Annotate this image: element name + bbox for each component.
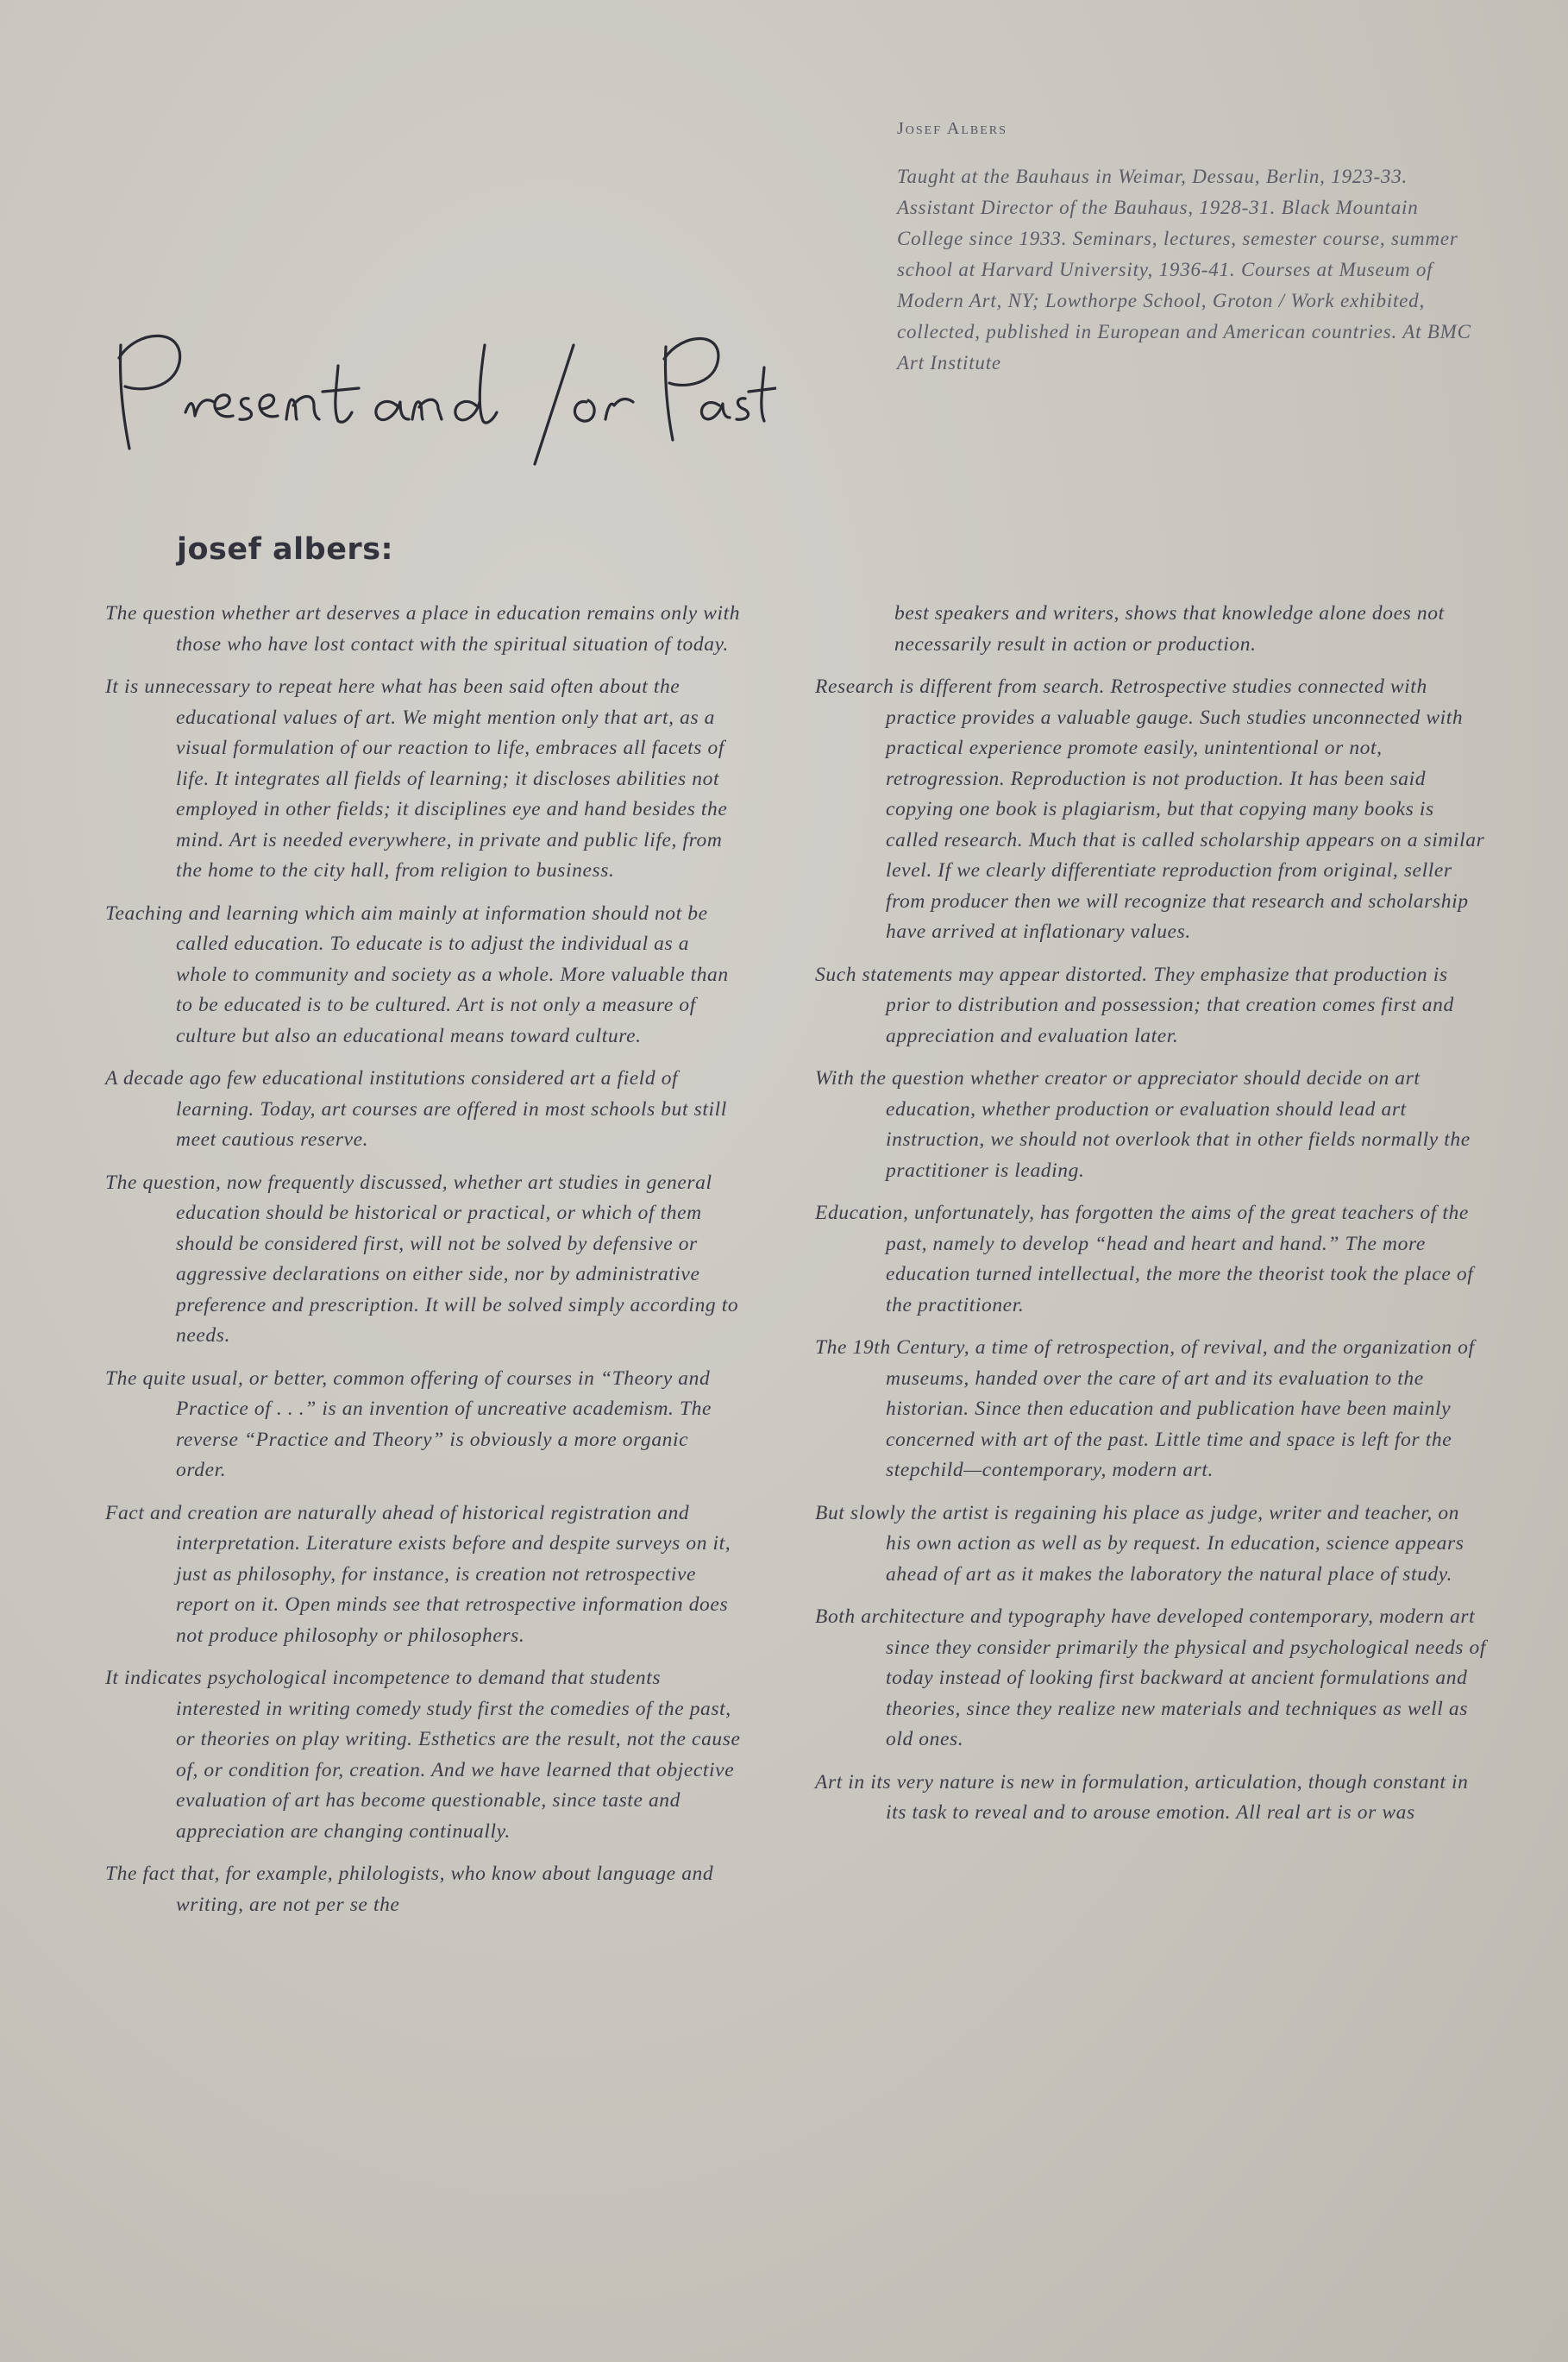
- paragraph: Fact and creation are naturally ahead of historical registration and interpretation. Literature exists before and despite surveys on it, just as philosophy, for instance, is creation not retrospective report on it. Open minds see that retrospective information does not produce philosophy or philosophers.: [105, 1501, 731, 1647]
- paragraph: Teaching and learning which aim mainly at information should not be called education. To educate is to adjust the individual as a whole to community and society as a whole. More valuable than to be educated is to be cultured. Art is not only a measure of culture but also an educational means toward culture.: [105, 901, 729, 1047]
- bio-text: Taught at the Bauhaus in Weimar, Dessau, Berlin, 1923-33. Assistant Director of the Bauhaus, 1928-31. Black Mountain College since 1933. Seminars, lectures, semester course, summer school at Harvard University, 1936-41. Courses at Museum of Modern Art, NY; Lowthorpe School, Groton / Work exhibited, collected, published in European and American countries. At BMC Art Institute: [897, 166, 1471, 374]
- paragraph: Education, unfortunately, has forgotten the aims of the great teachers of the past, namely to develop “head and heart and hand.” The more education turned intellectual, the more the theorist took the place of the practitioner.: [815, 1202, 1474, 1316]
- handwritten-title-drawing: [103, 319, 776, 474]
- handwritten-title: [103, 319, 776, 474]
- author-bio: [897, 119, 1483, 379]
- paragraph: Both architecture and typography have developed contemporary, modern art since they consider primarily the physical and psychological needs of today instead of looking first backward at ancient formulations and theories, since they realize new materials and techniques as well as old ones.: [815, 1605, 1486, 1750]
- left-column: [105, 599, 743, 1932]
- paragraph: It indicates psychological incompetence to demand that students interested in writing comedy study first the comedies of the past, or theories on play writing. Esthetics are the result, not the cause of, or condition for, creation. And we have learned that objective evaluation of art has become questionable, since taste and appreciation are changing continually.: [105, 1667, 741, 1843]
- paragraph: The question whether art deserves a place in education remains only with those who have lost contact with the spiritual situation of today.: [105, 602, 741, 656]
- paragraph: The fact that, for example, philologists, who know about language and writing, are not per se the: [105, 1863, 714, 1916]
- paragraph: But slowly the artist is regaining his place as judge, writer and teacher, on his own action as well as by request. In education, science appears ahead of art as it makes the laboratory the natural place of study.: [815, 1501, 1465, 1586]
- paragraph: Research is different from search. Retrospective studies connected with practice provides a valuable gauge. Such studies unconnected with practical experience promote easily, unintentional or not, retrogression. Reproduction is not production. It has been said copying one book is plagiarism, but that copying many books is called research. Much that is called scholarship appears on a similar level. If we clearly differentiate reproduction from original, seller from producer then we will recognize that research and scholarship have arrived at inflationary values.: [815, 675, 1485, 943]
- paragraph-continuation: best speakers and writers, shows that knowledge alone does not necessarily result in action or production.: [894, 602, 1445, 656]
- paragraph: A decade ago few educational institutions considered art a field of learning. Today, art courses are offered in most schools but still meet cautious reserve.: [105, 1067, 727, 1151]
- paragraph: Such statements may appear distorted. They emphasize that production is prior to distribution and possession; that creation comes first and appreciation and evaluation later.: [815, 963, 1454, 1047]
- bio-name: Josef Albers: [897, 119, 1007, 138]
- paragraph: The question, now frequently discussed, whether art studies in general education should be historical or practical, or which of them should be considered first, will not be solved by defensive or aggressive declarations on either side, nor by administrative preference and prescription. It will be solved simply according to needs.: [105, 1171, 739, 1347]
- right-column: [815, 599, 1488, 1841]
- paragraph: The quite usual, or better, common offering of courses in “Theory and Practice of . . .” is an invention of uncreative academism. The reverse “Practice and Theory” is obviously a more organic order.: [105, 1366, 712, 1481]
- paragraph: Art in its very nature is new in formulation, articulation, though constant in its task to reveal and to arouse emotion. All real art is or was: [815, 1770, 1469, 1824]
- paragraph: With the question whether creator or appreciator should decide on art education, whether production or evaluation should lead art instruction, we should not overlook that in other fields normally the practitioner is leading.: [815, 1067, 1471, 1182]
- paragraph: It is unnecessary to repeat here what has been said often about the educational values of art. We might mention only that art, as a visual formulation of our reaction to life, embraces all facets of life. It integrates all fields of learning; it discloses abilities not employed in other fields; it disciplines eye and hand besides the mind. Art is needed everywhere, in private and public life, from the home to the city hall, from religion to business.: [105, 675, 728, 882]
- byline: josef albers:: [177, 532, 394, 567]
- paragraph: The 19th Century, a time of retrospection, of revival, and the organization of museums, handed over the care of art and its evaluation to the historian. Since then education and publication have been mainly concerned with art of the past. Little time and space is left for the stepchild—contemporary, modern art.: [815, 1336, 1475, 1481]
